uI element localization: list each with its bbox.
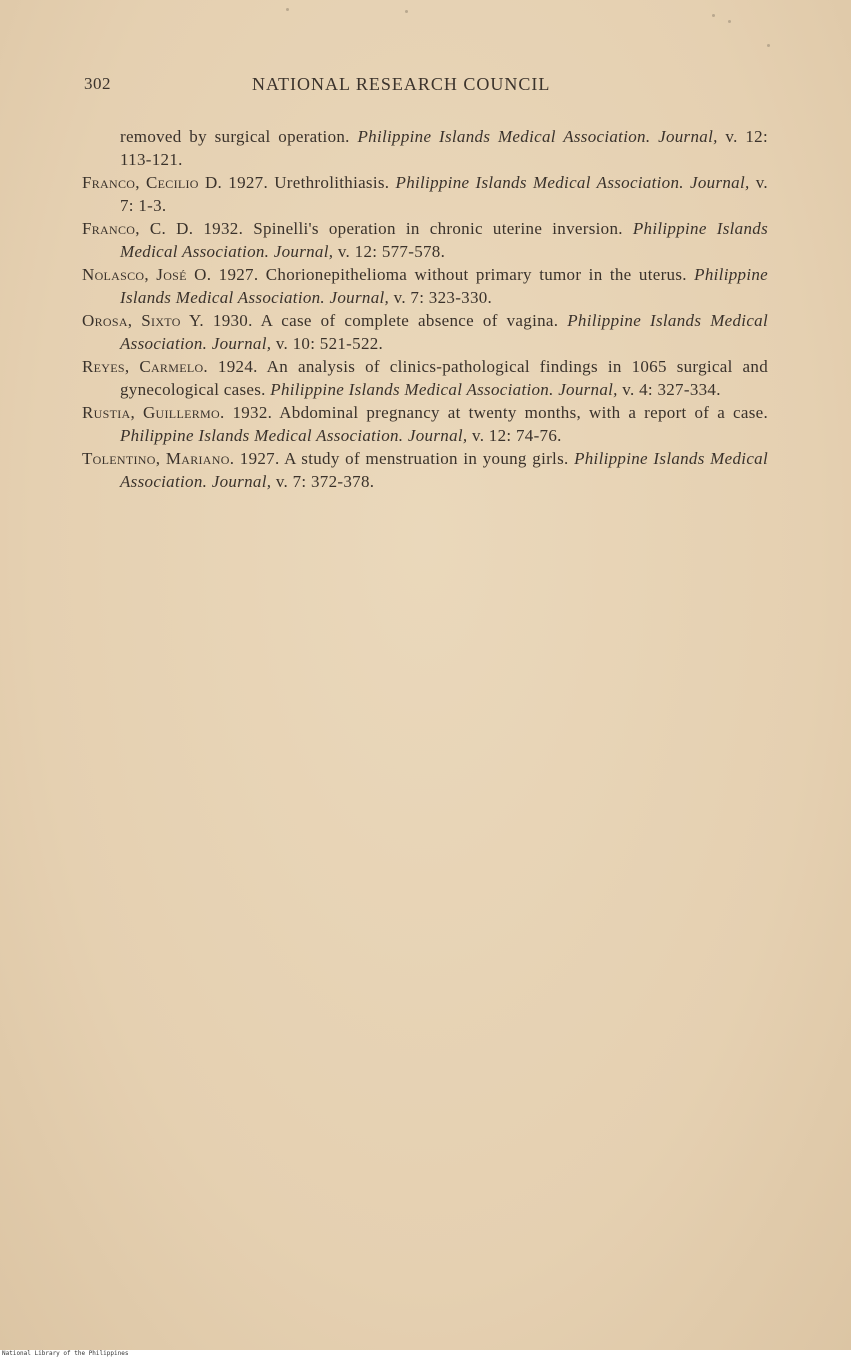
bibliography-entry xyxy=(82,401,768,447)
volume-pages: v. 10: 521-522. xyxy=(271,334,384,353)
page-header xyxy=(84,74,774,98)
author-name: Nolasco, José O. xyxy=(82,265,212,284)
paper-speck xyxy=(712,14,715,17)
journal-title: Philippine Islands Medical Association. Journal, xyxy=(120,311,768,353)
entry-text: removed by surgical operation. xyxy=(120,127,358,146)
volume-pages: v. 7: 1-3. xyxy=(120,173,768,215)
journal-title: Philippine Islands Medical Association. Journal, xyxy=(120,426,468,445)
volume-pages: v. 7: 323-330. xyxy=(389,288,493,307)
volume-pages: v. 12: 113-121. xyxy=(120,127,768,169)
entry-text: 1927. A study of menstruation in young girls. xyxy=(234,449,575,468)
author-name: Orosa, Sixto Y. xyxy=(82,311,204,330)
entry-text: 1932. Spinelli's operation in chronic uterine inversion. xyxy=(193,219,633,238)
journal-title: Philippine Islands Medical Association. Journal, xyxy=(270,380,618,399)
journal-title: Philippine Islands Medical Association. Journal, xyxy=(120,219,768,261)
bibliography-entry xyxy=(82,171,768,217)
bibliography-entry xyxy=(82,217,768,263)
bibliography-entry xyxy=(82,309,768,355)
journal-title: Philippine Islands Medical Association. Journal, xyxy=(357,127,718,146)
volume-pages: v. 12: 577-578. xyxy=(333,242,446,261)
author-name: Franco, Cecilio D. xyxy=(82,173,223,192)
volume-pages: v. 4: 327-334. xyxy=(617,380,721,399)
scan-credit: National Library of the Philippines xyxy=(0,1350,851,1358)
bibliography-entry xyxy=(82,447,768,493)
paper-speck xyxy=(405,10,408,13)
bibliography-entry xyxy=(82,125,768,171)
entry-text: 1930. A case of complete absence of vagina. xyxy=(203,311,568,330)
volume-pages: v. 12: 74-76. xyxy=(467,426,562,445)
entry-text: 1932. Abdominal pregnancy at twenty months, with a report of a case. xyxy=(224,403,769,422)
bibliography-list xyxy=(82,125,768,493)
author-name: Rustia, Guillermo. xyxy=(82,403,225,422)
paper-speck xyxy=(767,44,770,47)
paper-speck xyxy=(286,8,289,11)
author-name: Reyes, Carmelo. xyxy=(82,357,208,376)
journal-title: Philippine Islands Medical Association. Journal, xyxy=(120,265,768,307)
bibliography-entry xyxy=(82,263,768,309)
entry-text: 1924. An analysis of clinics-pathological findings in 1065 surgical and gynecological cases. xyxy=(120,357,769,399)
entry-text: 1927. Chorionepithelioma without primary tumor in the uterus. xyxy=(211,265,695,284)
running-head: NATIONAL RESEARCH COUNCIL xyxy=(252,74,551,94)
author-name: Tolentino, Mariano. xyxy=(82,449,235,468)
journal-title: Philippine Islands Medical Association. Journal, xyxy=(120,449,768,491)
paper-speck xyxy=(728,20,731,23)
journal-title: Philippine Islands Medical Association. Journal, xyxy=(395,173,750,192)
bibliography-entry xyxy=(82,355,768,401)
volume-pages: v. 7: 372-378. xyxy=(271,472,375,491)
page-number: 302 xyxy=(84,74,111,93)
author-name: Franco, C. D. xyxy=(82,219,194,238)
entry-text: 1927. Urethrolithiasis. xyxy=(222,173,396,192)
